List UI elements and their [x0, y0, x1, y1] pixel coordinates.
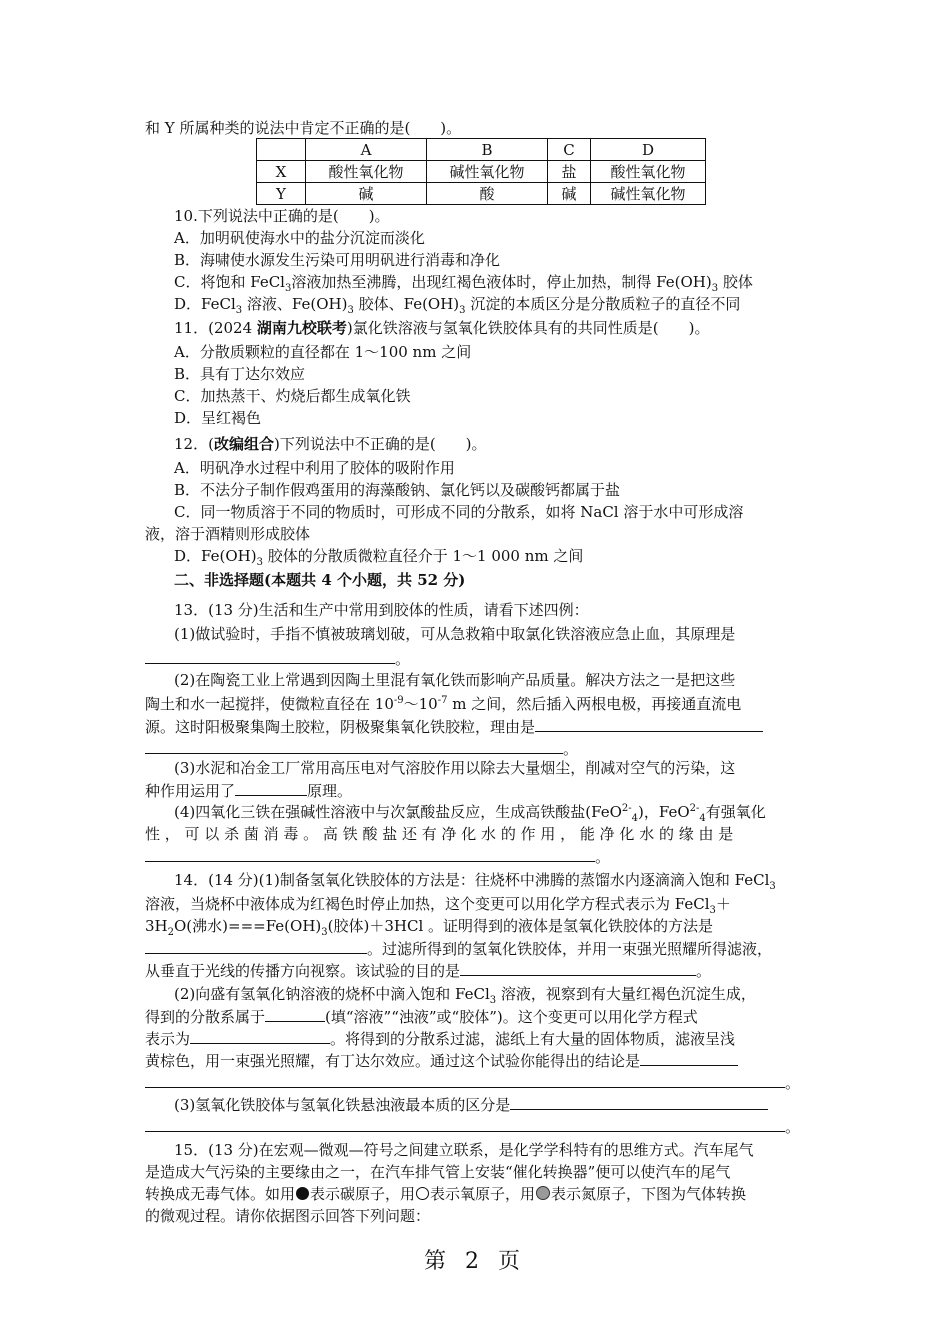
- q13-part1: (1)做试验时，手指不慎被玻璃划破，可从急救箱中取氯化铁溶液应急止血，其原理是: [174, 625, 736, 643]
- q12-option-b: B．不法分子制作假鸡蛋用的海藻酸钠、氯化钙以及碳酸钙都属于盐: [174, 481, 621, 499]
- q10-option-d: D．FeCl$_3$ 溶液、$Fe(OH)_3$ 胶体、$Fe(OH)_3$ 沉淀的本质区分是分散质粒子的直径不同: [174, 295, 741, 316]
- q13-part2-line3: 源。这时阳极聚集陶土胶粒，阴极聚集氧化铁胶粒，理由是: [145, 716, 810, 737]
- q14-part2-line2: 得到的分散系属于 (填“溶液”“浊液”或“胶体”)。这个变更可以用化学方程式: [145, 1008, 698, 1026]
- table-cell: C: [548, 139, 591, 161]
- q10-stem: 10.下列说法中正确的是( )。: [174, 207, 390, 225]
- table-cell: 碱: [306, 183, 427, 205]
- table-cell: 酸性氧化物: [591, 161, 706, 183]
- answer-blank[interactable]: [145, 1116, 785, 1132]
- q14-part2: (2)向盛有氢氧化钠溶液的烧杯中滴入饱和 FeCl$_3$ 溶液，视察到有大量红褐色沉淀生成，: [174, 985, 756, 1006]
- q10-option-c: C．将饱和 FeCl$_3$溶液加热至沸腾，出现红褐色液体时，停止加热，制得 $Fe(OH)_3$ 胶体: [174, 273, 753, 294]
- q13-stem: 13．(13 分)生活和生产中常用到胶体的性质，请看下述四例：: [174, 601, 589, 619]
- answer-blank[interactable]: [265, 1006, 325, 1022]
- q13-part4: (4)四氧化三铁在强碱性溶液中与次氯酸盐反应，生成高铁酸盐(FeO$^{2-}_4$)，FeO$^{2-}_4$有强氧化: [174, 803, 766, 824]
- q14-part2-answer: 。: [145, 1072, 810, 1093]
- q13-part2-answer: 。: [145, 738, 810, 759]
- q12-option-c: C．同一物质溶于不同的物质时，可形成不同的分散系，如将 NaCl 溶于水中可形成溶: [174, 503, 744, 521]
- answer-blank[interactable]: [145, 738, 563, 754]
- q15-line1: 15．(13 分)在宏观—微观—符号之间建立联系，是化学学科特有的思维方式。汽车尾气: [174, 1141, 754, 1159]
- q14-part1: 14．(14 分)(1)制备氢氧化铁胶体的方法是：往烧杯中沸腾的蒸馏水内逐滴滴入饱和 FeCl$_3$: [174, 871, 776, 892]
- q13-part2-line2: 陶土和水一起搅拌，使微粒直径在 $10^{-9}\sim 10^{-7}$ m 之间，然后插入两根电极，再接通直流电: [145, 695, 742, 713]
- q12-stem: 12．(改编组合)下列说法中不正确的是( )。: [174, 435, 487, 453]
- q11-option-a: A．分散质颗粒的直径都在 1～100 nm 之间: [174, 343, 472, 361]
- q12-source: 改编组合: [213, 435, 274, 453]
- table-row: [257, 161, 706, 183]
- q14-part3: (3)氢氧化铁胶体与氢氧化铁悬浊液最本质的区分是: [174, 1094, 810, 1115]
- answer-blank[interactable]: [145, 938, 367, 954]
- options-table: [256, 138, 706, 205]
- q13-part4-answer: 。: [145, 846, 810, 867]
- answer-blank[interactable]: [190, 1028, 330, 1044]
- table-cell: 酸性氧化物: [306, 161, 427, 183]
- table-row: [257, 183, 706, 205]
- q12-option-a: A．明矾净水过程中利用了胶体的吸附作用: [174, 459, 455, 477]
- q9-tail: 和 Y 所属种类的说法中肯定不正确的是( )。: [145, 119, 462, 137]
- q11-source: 湖南九校联考: [256, 319, 347, 337]
- table-cell: D: [591, 139, 706, 161]
- q13-part2: (2)在陶瓷工业上常遇到因陶土里混有氧化铁而影响产品质量。解决方法之一是把这些: [174, 671, 736, 689]
- q10-option-a: A．加明矾使海水中的盐分沉淀而淡化: [174, 229, 425, 247]
- table-cell: 盐: [548, 161, 591, 183]
- q15-line2: 是造成大气污染的主要缘由之一，在汽车排气管上安装“催化转换器”便可以使汽车的尾气: [145, 1163, 731, 1181]
- q14-part2-line4: 黄棕色，用一束强光照耀，有丁达尔效应。通过这个试验你能得出的结论是: [145, 1050, 810, 1071]
- q13-part4-line2: 性 ， 可 以 杀 菌 消 毒 。 高 铁 酸 盐 还 有 净 化 水 的 作 用 ， 能 净 化 水 的 缘 由 是: [145, 825, 734, 843]
- nitrogen-atom-icon: [536, 1186, 550, 1200]
- oxygen-atom-icon: [416, 1187, 429, 1200]
- table-cell: 酸: [427, 183, 548, 205]
- answer-blank[interactable]: [535, 716, 763, 732]
- answer-blank[interactable]: [460, 960, 696, 976]
- q14-line2: 溶液，当烧杯中液体成为红褐色时停止加热，这个变更可以用化学方程式表示为 FeCl$_3$＋: [145, 895, 731, 916]
- q11-option-d: D．呈红褐色: [174, 409, 262, 427]
- answer-blank[interactable]: [145, 1072, 785, 1088]
- q13-part3: (3)水泥和冶金工厂常用高压电对气溶胶作用以除去大量烟尘，削减对空气的污染，这: [174, 759, 736, 777]
- q10-option-b: B．海啸使水源发生污染可用明矾进行消毒和净化: [174, 251, 501, 269]
- answer-blank[interactable]: [510, 1094, 768, 1110]
- table-header-row: [257, 139, 706, 161]
- answer-blank[interactable]: [145, 846, 595, 862]
- q15-line4: 的微观过程。请你依据图示回答下列问题：: [145, 1207, 431, 1225]
- q13-part1-answer: 。: [145, 648, 810, 669]
- q12-option-d: D．$Fe(OH)_3$ 胶体的分散质微粒直径介于 1～1 000 nm 之间: [174, 547, 584, 568]
- q14-line4: 。过滤所得到的氢氧化铁胶体，并用一束强光照耀所得滤液，: [145, 938, 810, 959]
- page-number: 第 2 页: [424, 1249, 526, 1274]
- table-cell: Y: [257, 183, 306, 205]
- answer-blank[interactable]: [235, 780, 307, 796]
- table-cell: 碱: [548, 183, 591, 205]
- table-cell: [257, 139, 306, 161]
- q14-line3: $3H_2O$(沸水)$===Fe(OH)_3$(胶体)＋3HCl 。证明得到的液体是氢氧化铁胶体的方法是: [145, 917, 714, 938]
- answer-blank[interactable]: [145, 648, 395, 664]
- q11-option-c: C．加热蒸干、灼烧后都生成氧化铁: [174, 387, 411, 405]
- section-title: 二、非选择题(本题共 4 个小题，共 52 分): [174, 571, 466, 589]
- carbon-atom-icon: [296, 1187, 309, 1200]
- table-cell: 碱性氧化物: [591, 183, 706, 205]
- q14-line5: 从垂直于光线的传播方向视察。该试验的目的是 。: [145, 962, 712, 980]
- q15-line3: 转换成无毒气体。如用 表示碳原子，用 表示氧原子，用 表示氮原子，下图为气体转换: [145, 1185, 747, 1203]
- q14-part3-answer: 。: [145, 1116, 810, 1137]
- q13-part3-line2: 种作用运用了 原理。: [145, 782, 353, 800]
- q11-option-b: B．具有丁达尔效应: [174, 365, 306, 383]
- q14-part2-line3: 表示为 。将得到的分散系过滤，滤纸上有大量的固体物质，滤液呈浅: [145, 1030, 736, 1048]
- q11-stem: 11．(2024 湖南九校联考)氯化铁溶液与氢氧化铁胶体具有的共同性质是( )。: [174, 319, 710, 337]
- table-cell: 碱性氧化物: [427, 161, 548, 183]
- table-cell: A: [306, 139, 427, 161]
- table-cell: X: [257, 161, 306, 183]
- answer-blank[interactable]: [640, 1050, 738, 1066]
- q12-option-c-cont: 液，溶于酒精则形成胶体: [145, 525, 311, 543]
- table-cell: B: [427, 139, 548, 161]
